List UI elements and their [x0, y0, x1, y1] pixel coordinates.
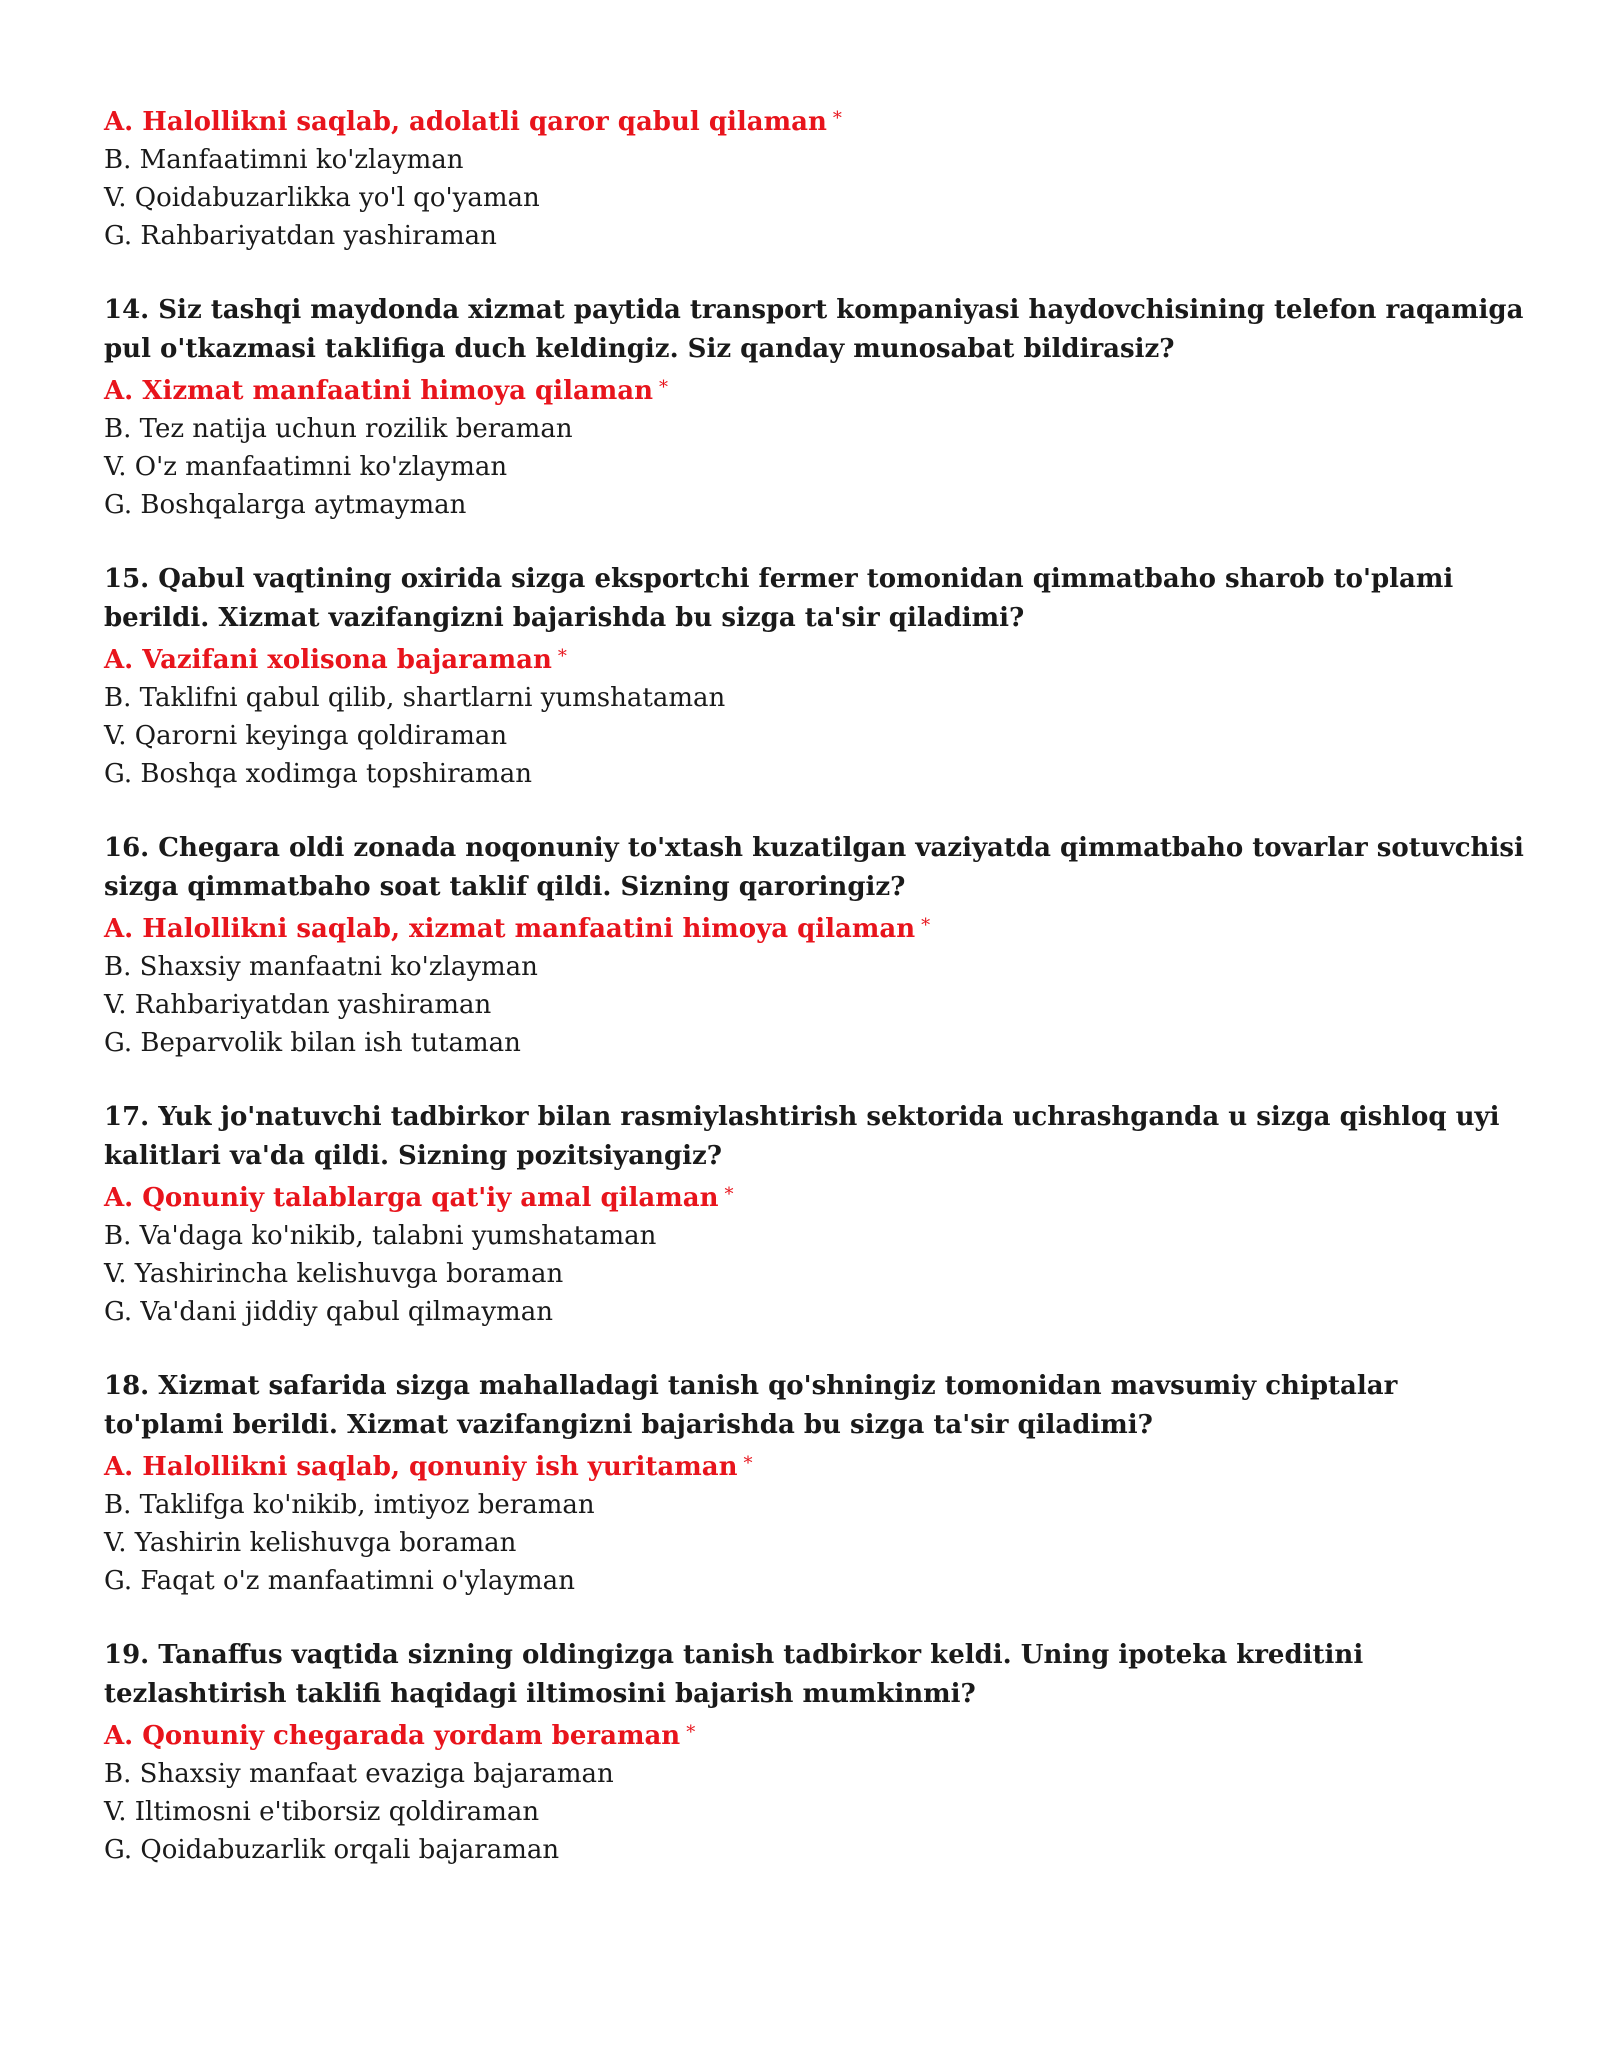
- answer-option-b: B. Shaxsiy manfaat evaziga bajaraman: [104, 1759, 614, 1789]
- answer-option-v: V. Qarorni keyinga qoldiraman: [104, 721, 508, 751]
- answer-option-g: G. Qoidabuzarlik orqali bajaraman: [104, 1835, 560, 1865]
- question-block-14: [104, 291, 1524, 524]
- correct-answer: A. Xizmat manfaatini himoya qilaman *: [104, 376, 669, 406]
- question-text: 16. Chegara oldi zonada noqonuniy to'xtash kuzatilgan vaziyatda qimmatbaho tovarlar sotuvchisi sizga qimmatbaho soat taklif qildi. Sizning qaroringiz?: [104, 833, 1524, 902]
- answer-option-g: G. Rahbariyatdan yashiraman: [104, 221, 497, 251]
- correct-answer: A. Vazifani xolisona bajaraman *: [104, 645, 567, 675]
- answer-option-v: V. O'z manfaatimni ko'zlayman: [104, 452, 508, 482]
- answer-option-v: V. Iltimosni e'tiborsiz qoldiraman: [104, 1797, 540, 1827]
- answer-option-g: G. Va'dani jiddiy qabul qilmayman: [104, 1297, 553, 1327]
- answer-option-g: G. Beparvolik bilan ish tutaman: [104, 1028, 521, 1058]
- correct-marker: *: [921, 915, 931, 936]
- question-block-19: [104, 1636, 1524, 1869]
- answer-option-b: B. Shaxsiy manfaatni ko'zlayman: [104, 952, 538, 982]
- question-text: 14. Siz tashqi maydonda xizmat paytida transport kompaniyasi haydovchisining telefon raqamiga pul o'tkazmasi taklifiga duch keldingiz. Siz qanday munosabat bildirasiz?: [104, 295, 1524, 364]
- question-text: 19. Tanaffus vaqtida sizning oldingizga tanish tadbirkor keldi. Uning ipoteka kreditini tezlashtirish taklifi haqidagi iltimosini bajarish mumkinmi?: [104, 1640, 1364, 1709]
- correct-answer: A. Halollikni saqlab, xizmat manfaatini himoya qilaman *: [104, 914, 931, 944]
- answer-option-g: G. Boshqa xodimga topshiraman: [104, 759, 532, 789]
- question-block-16: [104, 829, 1524, 1062]
- answer-option-b: B. Manfaatimni ko'zlayman: [104, 145, 464, 175]
- question-text: 17. Yuk jo'natuvchi tadbirkor bilan rasmiylashtirish sektorida uchrashganda u sizga qishloq uyi kalitlari va'da qildi. Sizning pozitsiyangiz?: [104, 1102, 1500, 1171]
- question-block-13: [104, 100, 1524, 255]
- question-text: 15. Qabul vaqtining oxirida sizga eksportchi fermer tomonidan qimmatbaho sharob to'plami berildi. Xizmat vazifangizni bajarishda bu sizga ta'sir qiladimi?: [104, 564, 1454, 633]
- question-block-15: [104, 560, 1524, 793]
- answer-option-g: G. Boshqalarga aytmayman: [104, 490, 467, 520]
- answer-option-g: G. Faqat o'z manfaatimni o'ylayman: [104, 1566, 575, 1596]
- correct-marker: *: [832, 108, 842, 129]
- quiz-page: [104, 100, 1524, 1905]
- correct-marker: *: [557, 646, 567, 667]
- answer-option-v: V. Rahbariyatdan yashiraman: [104, 990, 492, 1020]
- answer-option-b: B. Tez natija uchun rozilik beraman: [104, 414, 573, 444]
- answer-option-b: B. Taklifga ko'nikib, imtiyoz beraman: [104, 1490, 595, 1520]
- correct-answer: A. Halollikni saqlab, adolatli qaror qabul qilaman *: [104, 107, 842, 137]
- answer-option-b: B. Taklifni qabul qilib, shartlarni yumshataman: [104, 683, 726, 713]
- correct-answer: A. Qonuniy chegarada yordam beraman *: [104, 1721, 696, 1751]
- answer-option-v: V. Yashirincha kelishuvga boraman: [104, 1259, 564, 1289]
- correct-answer: A. Halollikni saqlab, qonuniy ish yuritaman *: [104, 1452, 753, 1482]
- correct-marker: *: [659, 377, 669, 398]
- question-block-17: [104, 1098, 1524, 1331]
- correct-marker: *: [743, 1453, 753, 1474]
- question-text: 18. Xizmat safarida sizga mahalladagi tanish qo'shningiz tomonidan mavsumiy chiptalar to'plami berildi. Xizmat vazifangizni bajarishda bu sizga ta'sir qiladimi?: [104, 1371, 1398, 1440]
- correct-marker: *: [686, 1722, 696, 1743]
- correct-marker: *: [724, 1184, 734, 1205]
- answer-option-v: V. Qoidabuzarlikka yo'l qo'yaman: [104, 183, 540, 213]
- answer-option-v: V. Yashirin kelishuvga boraman: [104, 1528, 517, 1558]
- question-block-18: [104, 1367, 1524, 1600]
- answer-option-b: B. Va'daga ko'nikib, talabni yumshataman: [104, 1221, 657, 1251]
- correct-answer: A. Qonuniy talablarga qat'iy amal qilaman *: [104, 1183, 734, 1213]
